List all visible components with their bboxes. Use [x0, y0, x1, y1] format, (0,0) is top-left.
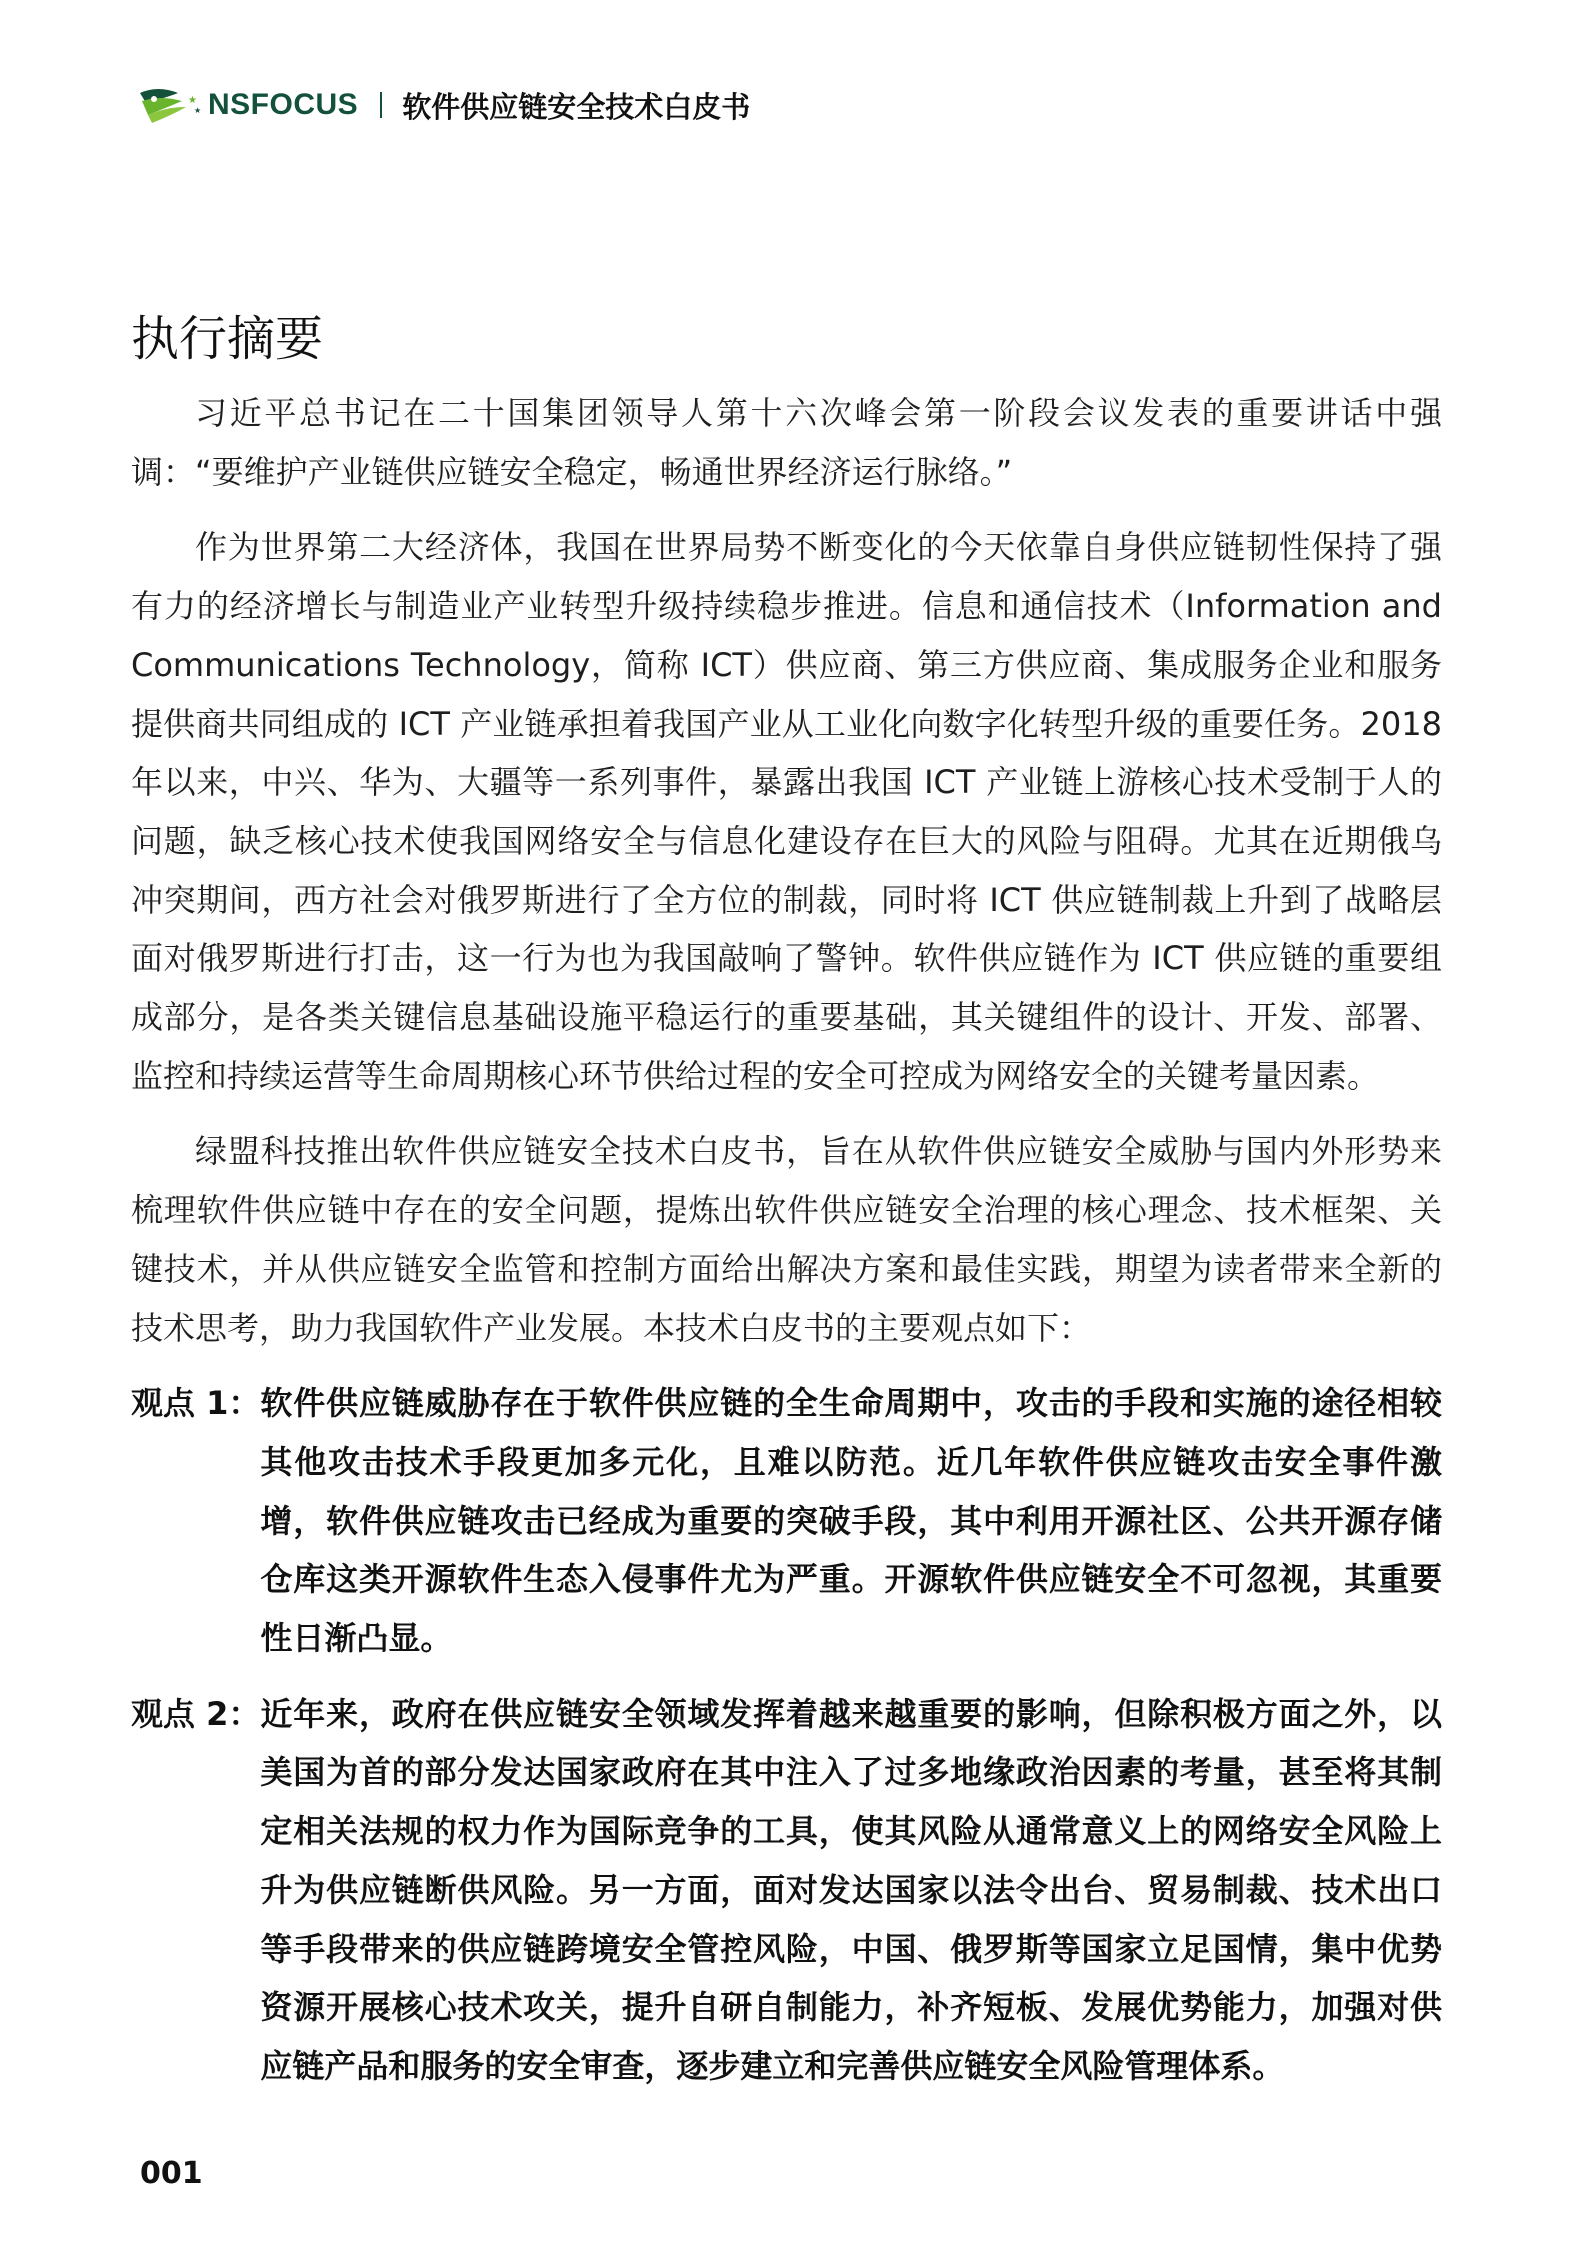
document-title: 软件供应链安全技术白皮书	[402, 89, 751, 124]
paragraph: 习近平总书记在二十国集团领导人第十六次峰会第一阶段会议发表的重要讲话中强调：“要维护产业链供应链安全稳定，畅通世界经济运行脉络。”	[131, 394, 1442, 491]
page-number: 001	[140, 2156, 203, 2191]
svg-text:★: ★	[188, 95, 197, 106]
page-title: 执行摘要	[131, 311, 324, 367]
header-divider	[380, 92, 382, 118]
page-header	[138, 80, 750, 130]
key-point	[131, 1685, 1442, 2096]
flag-logo-icon	[138, 85, 204, 125]
key-point	[131, 1374, 1442, 1668]
nsfocus-logo	[138, 85, 358, 125]
point-text: 近年来，政府在供应链安全领域发挥着越来越重要的影响，但除积极方面之外，以美国为首的部分发达国家政府在其中注入了过多地缘政治因素的考量，甚至将其制定相关法规的权力作为国际竞争的工具，使其风险从通常意义上的网络安全风险上升为供应链断供风险。另一方面，面对发达国家以法令出台、贸易制裁、技术出口等手段带来的供应链跨境安全管控风险，中国、俄罗斯等国家立足国情，集中优势资源开展核心技术攻关，提升自研自制能力，补齐短板、发展优势能力，加强对供应链产品和服务的安全审查，逐步建立和完善供应链安全风险管理体系。	[260, 1694, 1442, 2085]
point-label: 观点 1：	[131, 1384, 261, 1423]
paragraph: 绿盟科技推出软件供应链安全技术白皮书，旨在从软件供应链安全威胁与国内外形势来梳理软件供应链中存在的安全问题，提炼出软件供应链安全治理的核心理念、技术框架、关键技术，并从供应链安全监管和控制方面给出解决方案和最佳实践，期望为读者带来全新的技术思考，助力我国软件产业发展。本技术白皮书的主要观点如下：	[131, 1132, 1442, 1347]
paragraph: 作为世界第二大经济体，我国在世界局势不断变化的今天依靠自身供应链韧性保持了强有力的经济增长与制造业产业转型升级持续稳步推进。信息和通信技术（Information and Communications Technology，简称 ICT）供应商、第三方供应商、集成服务企业和服务提供商共同组成的 ICT 产业链承担着我国产业从工业化向数字化转型升级的重要任务。2018 年以来，中兴、华为、大疆等一系列事件，暴露出我国 ICT 产业链上游核心技术受制于人的问题，缺乏核心技术使我国网络安全与信息化建设存在巨大的风险与阻碍。尤其在近期俄乌冲突期间，西方社会对俄罗斯进行了全方位的制裁，同时将 ICT 供应链制裁上升到了战略层面对俄罗斯进行打击，这一行为也为我国敲响了警钟。软件供应链作为 ICT 供应链的重要组成部分，是各类关键信息基础设施平稳运行的重要基础，其关键组件的设计、开发、部署、监控和持续运营等生命周期核心环节供给过程的安全可控成为网络安全的关键考量因素。	[131, 528, 1442, 1095]
point-label: 观点 2：	[131, 1694, 261, 1733]
svg-text:★: ★	[194, 106, 202, 115]
summary-body	[131, 384, 1442, 2113]
point-text: 软件供应链威胁存在于软件供应链的全生命周期中，攻击的手段和实施的途径相较其他攻击技术手段更加多元化，且难以防范。近几年软件供应链攻击安全事件激增，软件供应链攻击已经成为重要的突破手段，其中利用开源社区、公共开源存储仓库这类开源软件生态入侵事件尤为严重。开源软件供应链安全不可忽视，其重要性日渐凸显。	[260, 1384, 1442, 1658]
logo-text: NSFOCUS	[208, 88, 359, 121]
